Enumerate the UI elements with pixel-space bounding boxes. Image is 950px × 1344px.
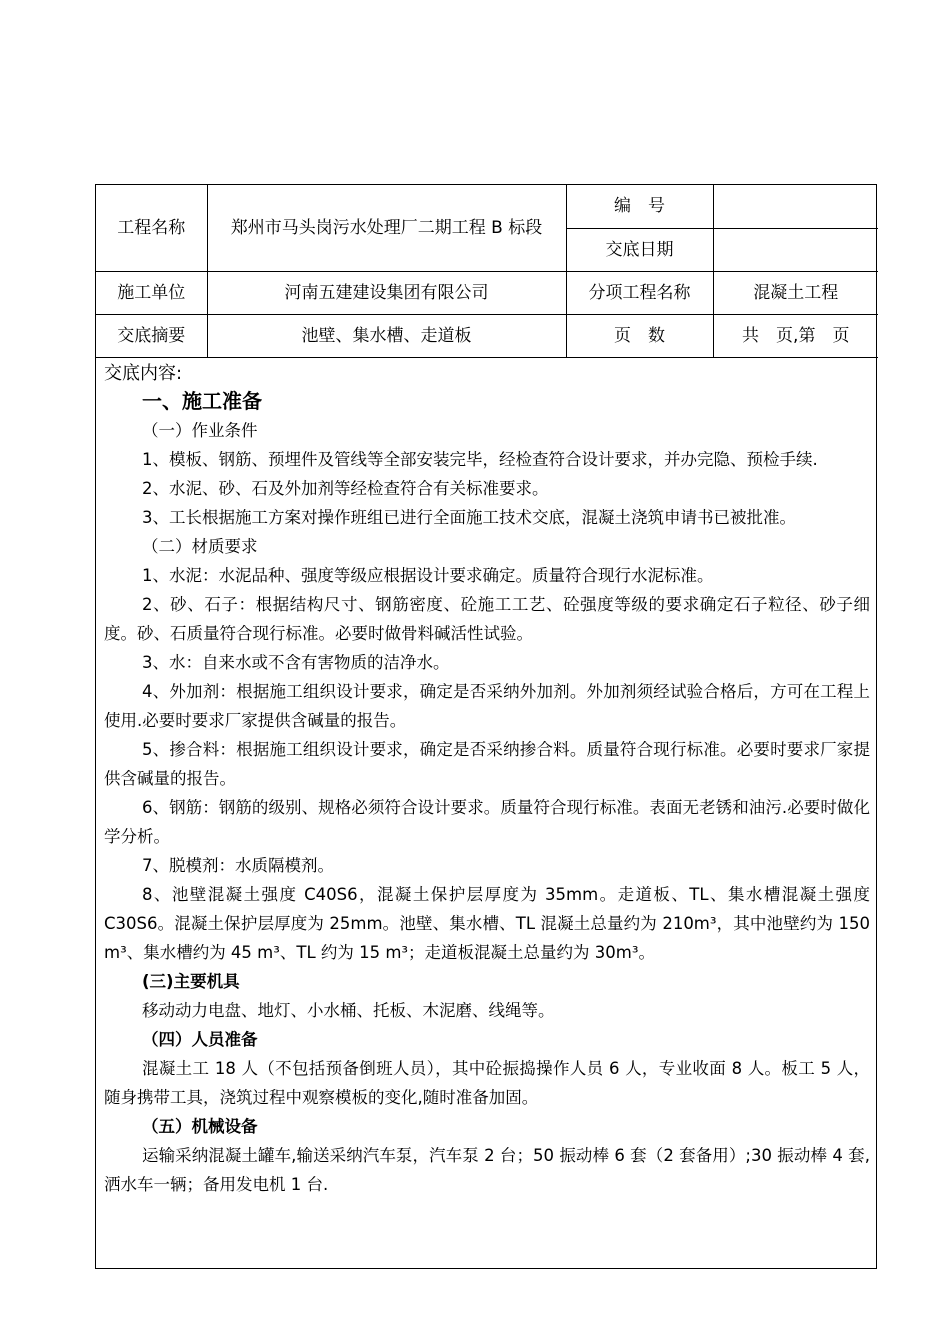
list-item: 8、池壁混凝土强度 C40S6，混凝土保护层厚度为 35mm。走道板、TL、集水槽混凝土强度 C30S6。混凝土保护层厚度为 25mm。池壁、集水槽、TL 混凝土总量约为 210m³，其中池壁约为 150 m³、集水槽约为 45 m³、TL 约为 15 m³；走道板混凝土总量约为 30m³。: [104, 884, 870, 962]
pages-value: 共 页,第 页: [713, 314, 878, 357]
list-item: 3、工长根据施工方案对操作班组已进行全面施工技术交底，混凝土浇筑申请书已被批准。: [142, 507, 796, 527]
list-item: 2、砂、石子：根据结构尺寸、钢筋密度、砼施工工艺、砼强度等级的要求确定石子粒径、砂子细度。砂、石质量符合现行标准。必要时做骨料碱活性试验。: [104, 594, 870, 643]
pages-label: 页 数: [566, 314, 713, 357]
date-value: [713, 228, 878, 271]
subsection-title: （五）机械设备: [142, 1116, 258, 1136]
contractor-value: 河南五建建设集团有限公司: [207, 271, 566, 314]
contractor-label: 施工单位: [96, 271, 207, 314]
list-item: 1、水泥：水泥品种、强度等级应根据设计要求确定。质量符合现行水泥标准。: [142, 565, 714, 585]
subsection-title: （四）人员准备: [142, 1029, 258, 1049]
list-item: 5、掺合料：根据施工组织设计要求，确定是否采纳掺合料。质量符合现行标准。必要时要求厂家提供含碱量的报告。: [104, 739, 870, 788]
project-name-value: 郑州市马头岗污水处理厂二期工程 B 标段: [207, 185, 566, 271]
paragraph: 运输采纳混凝土罐车,输送采纳汽车泵，汽车泵 2 台；50 振动棒 6 套（2 套备用）;30 振动棒 4 套,洒水车一辆；备用发电机 1 台.: [104, 1145, 870, 1194]
header-table: [96, 185, 878, 358]
list-item: 6、钢筋：钢筋的级别、规格必须符合设计要求。质量符合现行标准。表面无老锈和油污.必要时做化学分析。: [104, 797, 870, 846]
project-name-label: 工程名称: [96, 185, 207, 271]
subsection-title: （一）作业条件: [142, 420, 258, 440]
section-title: 一、施工准备: [142, 388, 262, 413]
subproject-value: 混凝土工程: [713, 271, 878, 314]
disclosure-content: [96, 362, 876, 1199]
subsection-title: (三)主要机具: [142, 971, 240, 991]
summary-label: 交底摘要: [96, 314, 207, 357]
subsection-title: （二）材质要求: [142, 536, 258, 556]
list-item: 3、水：自来水或不含有害物质的洁净水。: [142, 652, 450, 672]
date-label: 交底日期: [566, 228, 713, 271]
number-label: 编 号: [566, 185, 713, 228]
list-item: 7、脱模剂：水质隔模剂。: [142, 855, 334, 875]
content-lead: 交底内容:: [104, 362, 183, 384]
list-item: 1、模板、钢筋、预埋件及管线等全部安装完毕，经检查符合设计要求，并办完隐、预检手续.: [142, 449, 818, 469]
subproject-label: 分项工程名称: [566, 271, 713, 314]
list-item: 4、外加剂：根据施工组织设计要求，确定是否采纳外加剂。外加剂须经试验合格后，方可在工程上使用.必要时要求厂家提供含碱量的报告。: [104, 681, 870, 730]
disclosure-form: [95, 184, 877, 1269]
paragraph: 移动动力电盘、地灯、小水桶、托板、木泥磨、线绳等。: [142, 1000, 555, 1020]
summary-value: 池壁、集水槽、走道板: [207, 314, 566, 357]
number-value: [713, 185, 878, 228]
paragraph: 混凝土工 18 人（不包括预备倒班人员），其中砼振捣操作人员 6 人，专业收面 8 人。板工 5 人，随身携带工具，浇筑过程中观察模板的变化,随时准备加固。: [104, 1058, 870, 1107]
list-item: 2、水泥、砂、石及外加剂等经检查符合有关标准要求。: [142, 478, 549, 498]
